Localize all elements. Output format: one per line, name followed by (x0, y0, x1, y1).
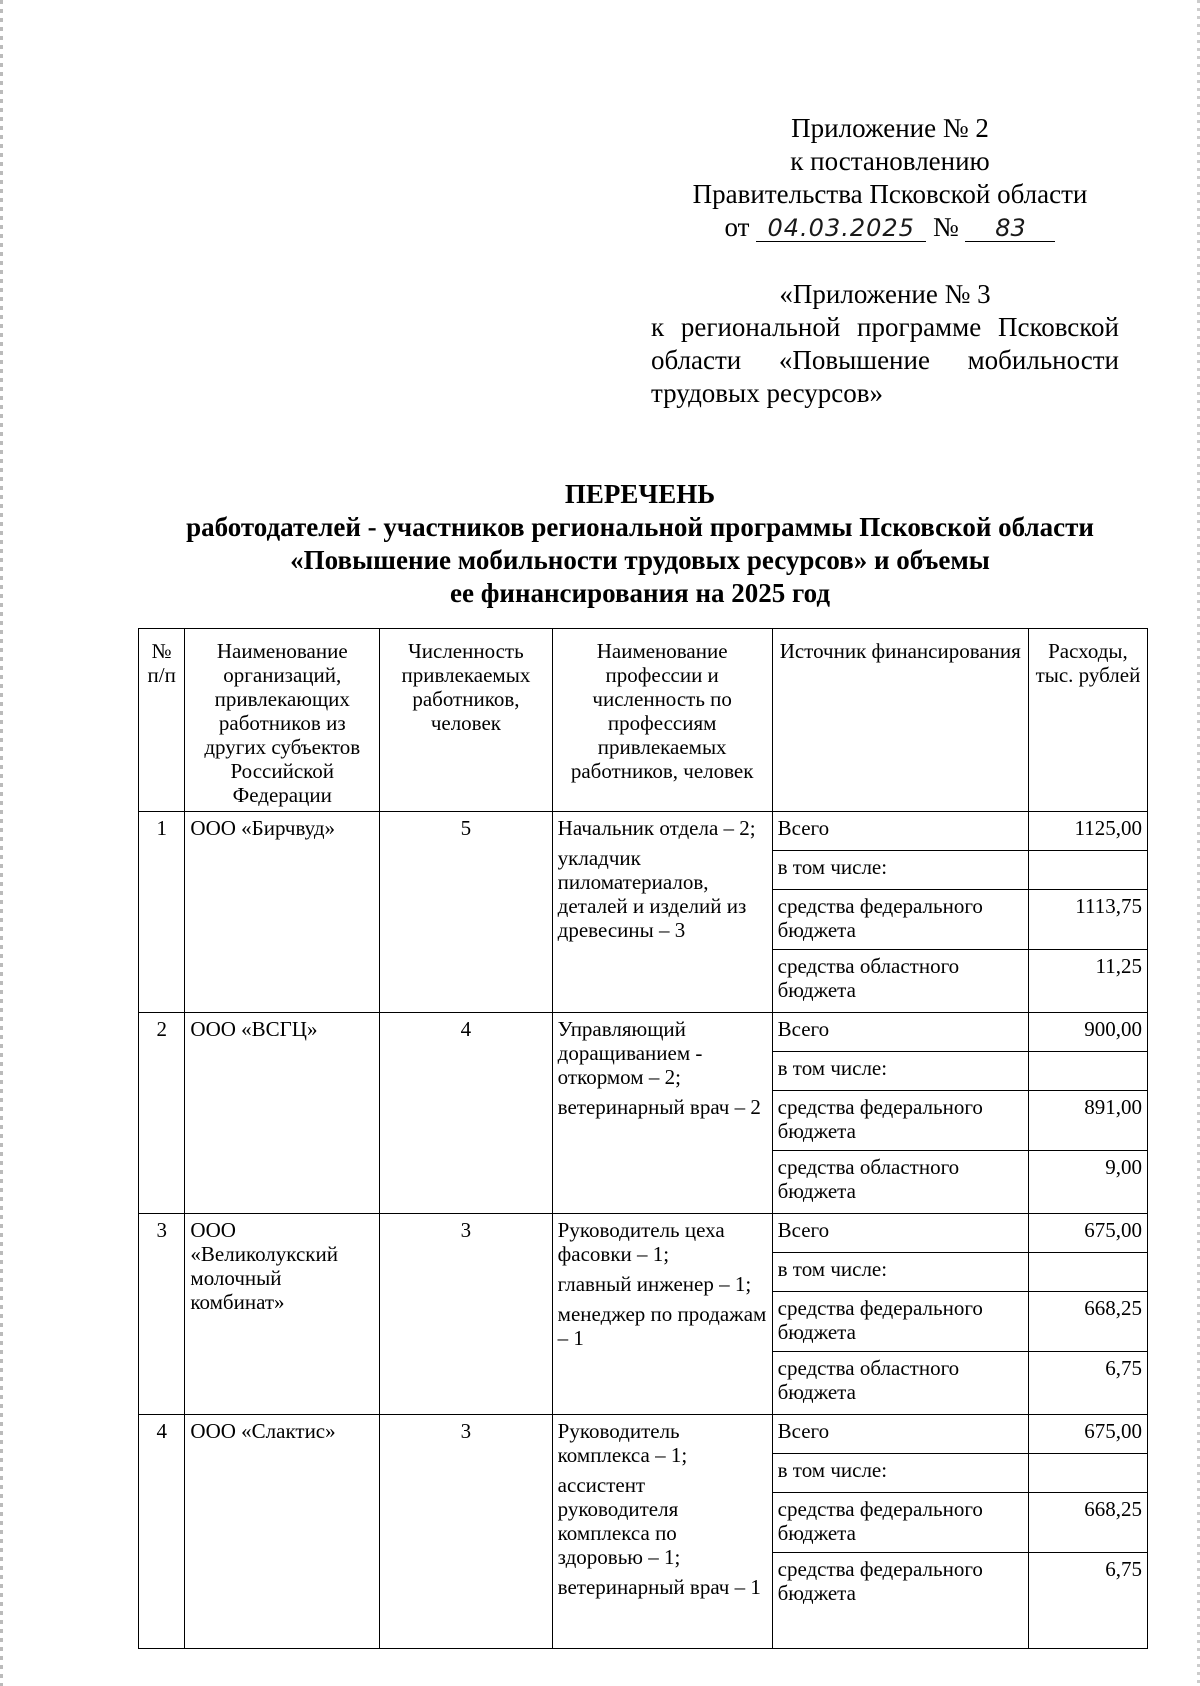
number-label: № (932, 212, 959, 242)
funding-source: средства областного бюджета (772, 1352, 1028, 1415)
funding-source: средства федерального бюджета (772, 1091, 1028, 1151)
funding-amount: 668,25 (1028, 1493, 1147, 1553)
title-line3: «Повышение мобильности трудовых ресурсов» и объемы (290, 545, 990, 575)
appendix-ref-line1: «Приложение № 3 (779, 279, 991, 309)
funding-source: в том числе: (772, 1454, 1028, 1493)
table-row (139, 1214, 1148, 1415)
handwritten-number: 83 (965, 215, 1055, 242)
funding-amount: 1125,00 (1028, 812, 1147, 851)
profession-item: укладчик пиломатериалов, деталей и изделий из древесины – 3 (557, 846, 747, 942)
appendix-number: Приложение № 2 (791, 113, 989, 143)
profession-item: менеджер по продажам – 1 (557, 1302, 767, 1350)
row-count: 3 (380, 1415, 553, 1649)
funding-source: Всего (772, 1214, 1028, 1253)
funding-amount: 891,00 (1028, 1091, 1147, 1151)
title-line4: ее финансирования на 2025 год (449, 578, 831, 608)
funding-amount (1028, 1454, 1147, 1493)
handwritten-date: 04.03.2025 (756, 215, 926, 242)
funding-amount (1028, 1253, 1147, 1292)
row-profession (552, 1214, 772, 1415)
profession-item: ветеринарный врач – 2 (557, 1095, 761, 1119)
date-prefix: от (724, 212, 750, 242)
table-row (139, 1013, 1148, 1214)
appendix-to-resolution: к постановлению (790, 146, 990, 176)
profession-item: ассистент руководителя комплекса по здоровью – 1; (557, 1473, 681, 1569)
funding-source: в том числе: (772, 1253, 1028, 1292)
header-source: Источник финансирования (772, 629, 1028, 812)
appendix-dateline (660, 211, 1120, 244)
row-count: 3 (380, 1214, 553, 1415)
appendix-government: Правительства Псковской области (692, 179, 1088, 209)
funding-source: средства федерального бюджета (772, 1553, 1028, 1649)
row-org: ООО «ВСГЦ» (185, 1013, 380, 1214)
row-org: ООО «Бирчвуд» (185, 812, 380, 1013)
row-num: 4 (139, 1415, 185, 1649)
profession-item: Начальник отдела – 2; (557, 816, 756, 840)
title-line2: работодателей - участников региональной программы Псковской области (186, 512, 1094, 542)
row-org: ООО «Слактис» (185, 1415, 380, 1649)
row-profession (552, 1415, 772, 1649)
table-row (139, 1415, 1148, 1649)
row-count: 4 (380, 1013, 553, 1214)
profession-item: ветеринарный врач – 1 (557, 1575, 761, 1599)
funding-source: в том числе: (772, 1052, 1028, 1091)
funding-source: Всего (772, 1013, 1028, 1052)
funding-amount: 668,25 (1028, 1292, 1147, 1352)
funding-source: средства областного бюджета (772, 1151, 1028, 1214)
profession-item: Управляющий доращиванием - откормом – 2; (557, 1017, 703, 1089)
row-org: ООО «Великолукский молочный комбинат» (185, 1214, 380, 1415)
funding-amount: 9,00 (1028, 1151, 1147, 1214)
funding-source: средства областного бюджета (772, 950, 1028, 1013)
funding-source: в том числе: (772, 851, 1028, 890)
funding-amount: 6,75 (1028, 1553, 1147, 1649)
appendix-ref-line3: области «Повышение мобильности (651, 345, 1119, 375)
table-row (139, 812, 1148, 1013)
appendix-ref-line2: к региональной программе Псковской (651, 312, 1119, 342)
row-num: 3 (139, 1214, 185, 1415)
funding-amount (1028, 1052, 1147, 1091)
table-header-row (139, 629, 1148, 812)
funding-amount: 6,75 (1028, 1352, 1147, 1415)
funding-amount: 1113,75 (1028, 890, 1147, 950)
row-count: 5 (380, 812, 553, 1013)
appendix-reference (651, 278, 1119, 410)
funding-source: средства федерального бюджета (772, 890, 1028, 950)
funding-amount: 900,00 (1028, 1013, 1147, 1052)
profession-item: главный инженер – 1; (557, 1272, 752, 1296)
funding-amount: 675,00 (1028, 1415, 1147, 1454)
employers-table (138, 628, 1148, 1649)
appendix-header (660, 112, 1120, 244)
funding-source: средства федерального бюджета (772, 1292, 1028, 1352)
header-profession: Наименование профессии и численность по профессиям привлекаемых работников, человек (552, 629, 772, 812)
row-profession (552, 1013, 772, 1214)
funding-source: Всего (772, 1415, 1028, 1454)
title-heading: ПЕРЕЧЕНЬ (564, 479, 716, 509)
profession-item: Руководитель комплекса – 1; (557, 1419, 688, 1467)
funding-source: Всего (772, 812, 1028, 851)
funding-source: средства федерального бюджета (772, 1493, 1028, 1553)
scan-edge-left (0, 0, 3, 1686)
funding-amount (1028, 851, 1147, 890)
row-num: 2 (139, 1013, 185, 1214)
funding-amount: 11,25 (1028, 950, 1147, 1013)
header-count: Численность привлекаемых работников, человек (380, 629, 553, 812)
row-num: 1 (139, 812, 185, 1013)
funding-amount: 675,00 (1028, 1214, 1147, 1253)
document-title (130, 478, 1150, 610)
header-expenses: Расходы, тыс. рублей (1028, 629, 1147, 812)
profession-item: Руководитель цеха фасовки – 1; (557, 1218, 725, 1266)
row-profession (552, 812, 772, 1013)
appendix-ref-line4: трудовых ресурсов» (651, 378, 883, 408)
header-org: Наименование организаций, привлекающих работников из других субъектов Российской Федерации (185, 629, 380, 812)
header-num: № п/п (139, 629, 185, 812)
